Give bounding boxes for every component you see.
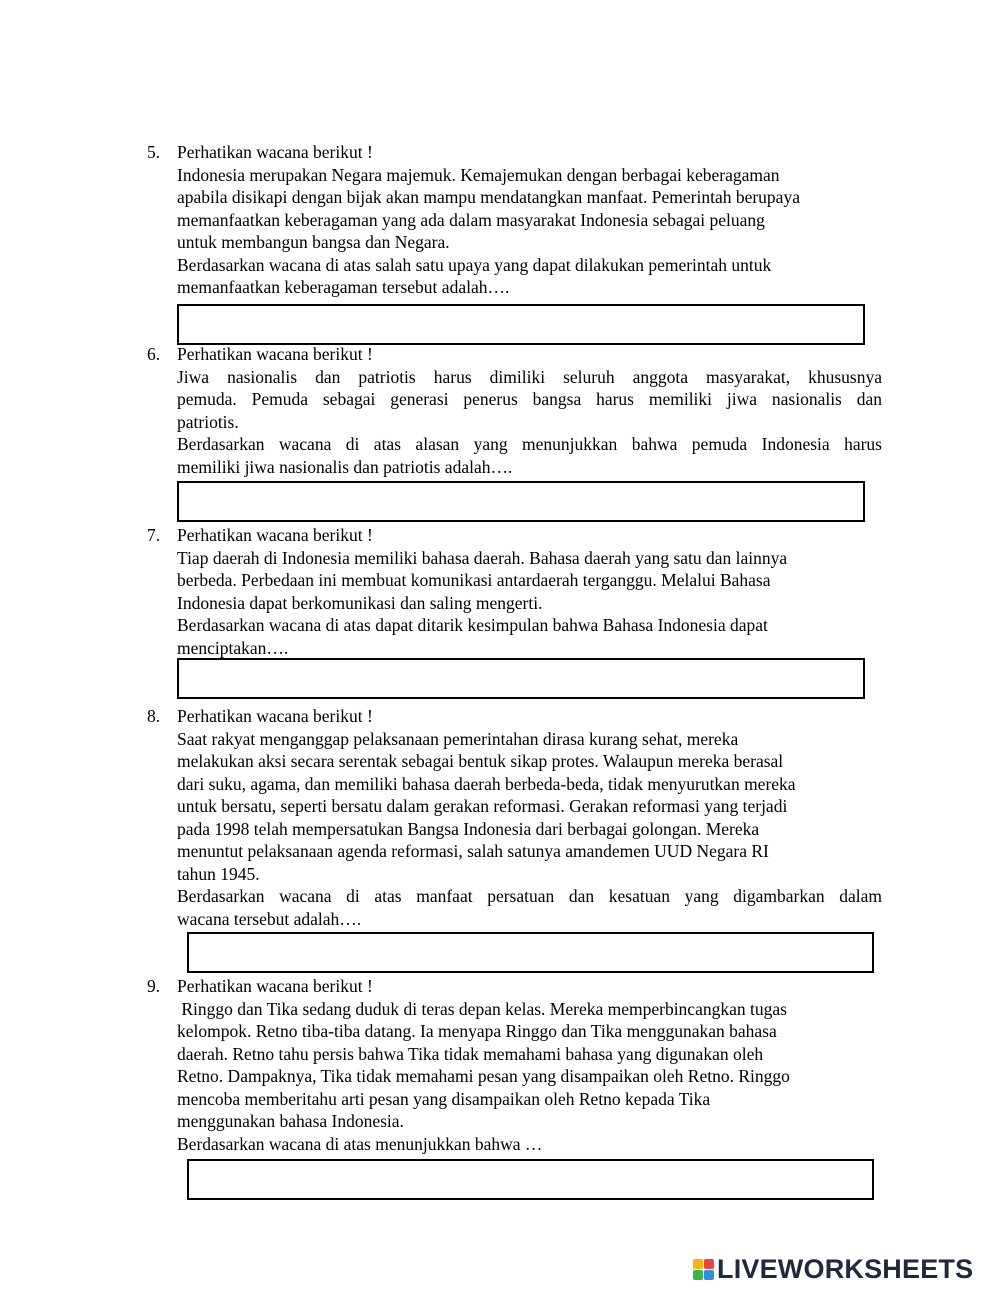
logo-square-yellow <box>693 1259 703 1269</box>
passage-line: memanfaatkan keberagaman yang ada dalam masyarakat Indonesia sebagai peluang <box>177 209 765 230</box>
question-heading: Perhatikan wacana berikut ! <box>177 344 373 364</box>
question-number: 7. <box>147 525 161 545</box>
passage-line: Indonesia dapat berkomunikasi dan saling mengerti. <box>177 592 543 613</box>
question-heading: Perhatikan wacana berikut ! <box>177 525 373 545</box>
answer-box-5[interactable] <box>177 304 865 345</box>
passage-line: apabila disikapi dengan bijak akan mampu mendatangkan manfaat. Pemerintah berupaya <box>177 187 800 207</box>
passage-line: dari suku, agama, dan memiliki bahasa daerah berbeda-beda, tidak menyurutkan mereka <box>177 773 796 794</box>
question-9 <box>147 975 882 1155</box>
prompt-line: memiliki jiwa nasionalis dan patriotis adalah…. <box>177 456 513 477</box>
prompt-line: Berdasarkan wacana di atas dapat ditarik kesimpulan bahwa Bahasa Indonesia dapat <box>177 615 768 635</box>
question-heading: Perhatikan wacana berikut ! <box>177 976 373 996</box>
passage-line: pemuda. Pemuda sebagai generasi penerus bangsa harus memiliki jiwa nasionalis dan <box>177 389 882 409</box>
passage-line: untuk membangun bangsa dan Negara. <box>177 232 450 252</box>
prompt-line: menciptakan…. <box>177 637 289 658</box>
question-5 <box>147 141 882 299</box>
liveworksheets-logo <box>693 1254 973 1284</box>
passage-line: Retno. Dampaknya, Tika tidak memahami pesan yang disampaikan oleh Retno. Ringgo <box>177 1066 790 1086</box>
logo-square-red <box>704 1259 714 1269</box>
question-8 <box>147 705 882 930</box>
liveworksheets-logo-icon <box>693 1259 714 1280</box>
prompt-line: Berdasarkan wacana di atas manfaat persatuan dan kesatuan yang digambarkan dalam <box>177 886 882 906</box>
passage-line: patriotis. <box>177 411 239 432</box>
answer-box-6[interactable] <box>177 481 865 522</box>
answer-box-9[interactable] <box>187 1159 874 1200</box>
passage-line: Jiwa nasionalis dan patriotis harus dimiliki seluruh anggota masyarakat, khususnya <box>177 366 882 387</box>
question-7 <box>147 524 882 659</box>
passage-line: Saat rakyat menganggap pelaksanaan pemerintahan dirasa kurang sehat, mereka <box>177 728 739 749</box>
passage-line: Tiap daerah di Indonesia memiliki bahasa daerah. Bahasa daerah yang satu dan lainnya <box>177 547 788 568</box>
question-number: 5. <box>147 142 161 162</box>
passage-line: mencoba memberitahu arti pesan yang disampaikan oleh Retno kepada Tika <box>177 1088 711 1109</box>
question-number: 9. <box>147 976 161 996</box>
question-6 <box>147 343 882 478</box>
brand-name: LIVEWORKSHEETS <box>717 1253 974 1284</box>
prompt-line: memanfaatkan keberagaman tersebut adalah…. <box>177 277 510 297</box>
prompt-line: wacana tersebut adalah…. <box>177 908 362 929</box>
passage-line: untuk bersatu, seperti bersatu dalam gerakan reformasi. Gerakan reformasi yang terjadi <box>177 796 788 816</box>
prompt-line: Berdasarkan wacana di atas salah satu upaya yang dapat dilakukan pemerintah untuk <box>177 254 772 275</box>
question-heading: Perhatikan wacana berikut ! <box>177 706 373 726</box>
answer-box-7[interactable] <box>177 658 865 699</box>
passage-line: tahun 1945. <box>177 863 260 884</box>
passage-line: berbeda. Perbedaan ini membuat komunikasi antardaerah terganggu. Melalui Bahasa <box>177 570 771 590</box>
passage-line: menuntut pelaksanaan agenda reformasi, salah satunya amandemen UUD Negara RI <box>177 841 769 861</box>
question-number: 6. <box>147 344 161 364</box>
passage-line: Indonesia merupakan Negara majemuk. Kemajemukan dengan berbagai keberagaman <box>177 164 780 185</box>
passage-line: menggunakan bahasa Indonesia. <box>177 1111 404 1131</box>
logo-square-blue <box>704 1270 714 1280</box>
logo-square-green <box>693 1270 703 1280</box>
prompt-line: Berdasarkan wacana di atas alasan yang menunjukkan bahwa pemuda Indonesia harus <box>177 434 882 454</box>
passage-line: Ringgo dan Tika sedang duduk di teras depan kelas. Mereka memperbincangkan tugas <box>177 998 787 1019</box>
question-number: 8. <box>147 706 161 726</box>
passage-line: daerah. Retno tahu persis bahwa Tika tidak memahami bahasa yang digunakan oleh <box>177 1043 764 1064</box>
question-heading: Perhatikan wacana berikut ! <box>177 142 373 162</box>
prompt-line: Berdasarkan wacana di atas menunjukkan bahwa … <box>177 1133 543 1154</box>
passage-line: kelompok. Retno tiba-tiba datang. Ia menyapa Ringgo dan Tika menggunakan bahasa <box>177 1021 777 1041</box>
passage-line: melakukan aksi secara serentak sebagai bentuk sikap protes. Walaupun mereka berasal <box>177 751 784 771</box>
answer-box-8[interactable] <box>187 932 874 973</box>
passage-line: pada 1998 telah mempersatukan Bangsa Indonesia dari berbagai golongan. Mereka <box>177 818 760 839</box>
